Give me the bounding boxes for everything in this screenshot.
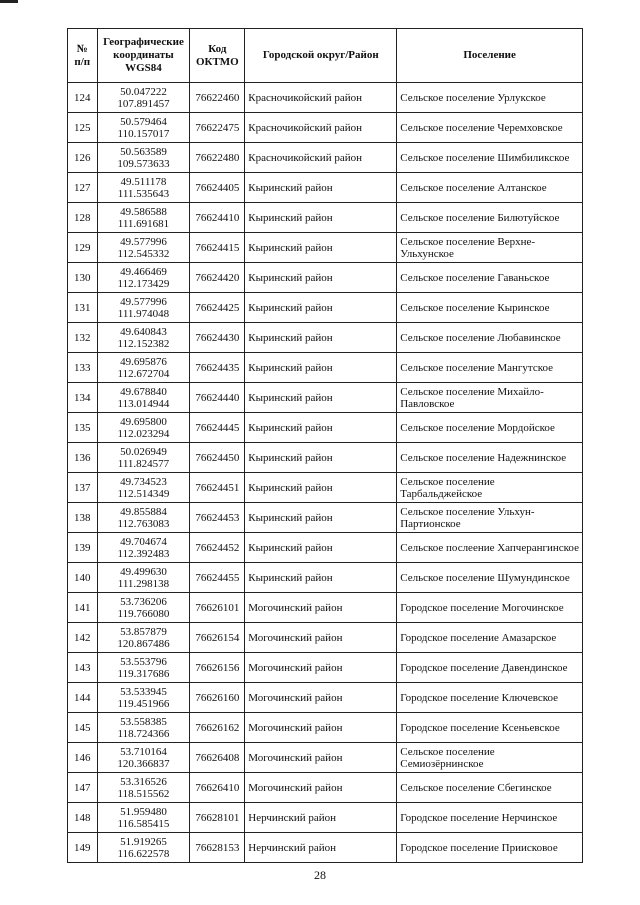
latitude: 53.857879 (120, 625, 167, 638)
row-district: Нерчинский район (245, 833, 397, 863)
longitude: 112.173429 (117, 277, 170, 290)
row-coordinates (97, 203, 190, 233)
row-settlement: Сельское поселение Любавинское (397, 323, 583, 353)
longitude: 111.974048 (117, 307, 170, 320)
row-number: 131 (68, 293, 98, 323)
row-oktmo: 76624435 (190, 353, 245, 383)
row-oktmo: 76622475 (190, 113, 245, 143)
row-oktmo: 76624405 (190, 173, 245, 203)
table-header-row (68, 29, 583, 83)
row-settlement: Сельское поселение Надежнинское (397, 443, 583, 473)
row-number: 133 (68, 353, 98, 383)
table-row (68, 533, 583, 563)
longitude: 109.573633 (117, 157, 170, 170)
row-settlement: Городское поселение Нерчинское (397, 803, 583, 833)
settlements-table (67, 28, 583, 863)
scan-corner-mark (0, 0, 18, 3)
longitude: 110.157017 (117, 127, 170, 140)
longitude: 112.023294 (117, 427, 170, 440)
row-coordinates (97, 413, 190, 443)
page-number: 28 (314, 868, 326, 882)
latitude: 49.734523 (120, 475, 167, 488)
row-number: 135 (68, 413, 98, 443)
row-oktmo: 76626101 (190, 593, 245, 623)
row-oktmo: 76624430 (190, 323, 245, 353)
row-oktmo: 76624451 (190, 473, 245, 503)
latitude: 49.640843 (120, 325, 167, 338)
row-district: Кыринский район (245, 503, 397, 533)
row-district: Могочинский район (245, 743, 397, 773)
latitude: 49.577996 (120, 295, 167, 308)
row-coordinates (97, 743, 190, 773)
longitude: 118.515562 (117, 787, 170, 800)
table-body (68, 83, 583, 863)
table-row (68, 353, 583, 383)
row-settlement: Сельское поселение Алтанское (397, 173, 583, 203)
row-coordinates (97, 563, 190, 593)
row-district: Кыринский район (245, 173, 397, 203)
table-row (68, 593, 583, 623)
longitude: 113.014944 (117, 397, 170, 410)
latitude: 50.047222 (120, 85, 167, 98)
longitude: 119.451966 (117, 697, 170, 710)
latitude: 53.736206 (120, 595, 167, 608)
table-row (68, 323, 583, 353)
latitude: 50.026949 (120, 445, 167, 458)
header-number-label: № п/п (74, 42, 91, 68)
row-oktmo: 76626410 (190, 773, 245, 803)
row-settlement: Сельское поселение Гаваньское (397, 263, 583, 293)
row-settlement: Сельское поселение Кыринское (397, 293, 583, 323)
latitude: 49.499630 (120, 565, 167, 578)
longitude: 112.763083 (117, 517, 170, 530)
row-oktmo: 76626162 (190, 713, 245, 743)
row-oktmo: 76628153 (190, 833, 245, 863)
latitude: 49.511178 (120, 175, 167, 188)
row-settlement: Городское поселение Ксеньевское (397, 713, 583, 743)
row-district: Могочинский район (245, 653, 397, 683)
row-district: Кыринский район (245, 293, 397, 323)
row-district: Кыринский район (245, 233, 397, 263)
row-coordinates (97, 593, 190, 623)
latitude: 49.695876 (120, 355, 167, 368)
row-number: 134 (68, 383, 98, 413)
longitude: 119.317686 (117, 667, 170, 680)
row-number: 126 (68, 143, 98, 173)
row-number: 147 (68, 773, 98, 803)
longitude: 112.514349 (117, 487, 170, 500)
row-coordinates (97, 623, 190, 653)
row-district: Кыринский район (245, 533, 397, 563)
table-row (68, 563, 583, 593)
row-district: Красночикойский район (245, 143, 397, 173)
longitude: 112.672704 (117, 367, 170, 380)
table-row (68, 503, 583, 533)
table-row (68, 833, 583, 863)
row-coordinates (97, 173, 190, 203)
longitude: 111.824577 (117, 457, 170, 470)
row-settlement: Сельское поселение Семиозёрнинское (397, 743, 583, 773)
row-district: Кыринский район (245, 413, 397, 443)
latitude: 53.710164 (120, 745, 167, 758)
table-row (68, 383, 583, 413)
row-district: Кыринский район (245, 203, 397, 233)
row-coordinates (97, 713, 190, 743)
row-number: 136 (68, 443, 98, 473)
row-settlement: Сельское поселение Шумундинское (397, 563, 583, 593)
table-row (68, 113, 583, 143)
table-row (68, 83, 583, 113)
table-row (68, 293, 583, 323)
row-number: 128 (68, 203, 98, 233)
row-number: 130 (68, 263, 98, 293)
latitude: 53.533945 (120, 685, 167, 698)
row-number: 141 (68, 593, 98, 623)
row-settlement: Сельское поселение Мордойское (397, 413, 583, 443)
table-row (68, 203, 583, 233)
row-settlement: Сельское поселение Билютуйское (397, 203, 583, 233)
row-settlement: Сельское поселение Верхне-Ульхунское (397, 233, 583, 263)
table-row (68, 173, 583, 203)
row-number: 145 (68, 713, 98, 743)
row-oktmo: 76624415 (190, 233, 245, 263)
row-coordinates (97, 473, 190, 503)
row-settlement: Сельское поселение Черемховское (397, 113, 583, 143)
latitude: 49.577996 (120, 235, 167, 248)
row-coordinates (97, 353, 190, 383)
row-coordinates (97, 773, 190, 803)
row-coordinates (97, 143, 190, 173)
row-oktmo: 76624440 (190, 383, 245, 413)
row-number: 148 (68, 803, 98, 833)
row-district: Кыринский район (245, 323, 397, 353)
row-settlement: Сельское поселение Михайло-Павловское (397, 383, 583, 413)
table-row (68, 713, 583, 743)
latitude: 49.678840 (120, 385, 167, 398)
row-coordinates (97, 113, 190, 143)
row-coordinates (97, 833, 190, 863)
row-district: Кыринский район (245, 353, 397, 383)
header-number (68, 29, 98, 83)
header-settlement: Поселение (397, 29, 583, 83)
row-district: Могочинский район (245, 593, 397, 623)
table-row (68, 803, 583, 833)
row-coordinates (97, 443, 190, 473)
row-settlement: Сельское поселение Сбегинское (397, 773, 583, 803)
row-district: Кыринский район (245, 473, 397, 503)
table-row (68, 473, 583, 503)
row-settlement: Сельское поселение Ульхун-Партионское (397, 503, 583, 533)
header-district: Городской округ/Район (245, 29, 397, 83)
row-coordinates (97, 323, 190, 353)
latitude: 51.919265 (120, 835, 167, 848)
longitude: 111.535643 (117, 187, 170, 200)
row-settlement: Городское поселение Ключевское (397, 683, 583, 713)
row-settlement: Городское поселение Амазарское (397, 623, 583, 653)
row-district: Кыринский район (245, 263, 397, 293)
row-coordinates (97, 653, 190, 683)
row-oktmo: 76624425 (190, 293, 245, 323)
longitude: 120.366837 (117, 757, 170, 770)
table-row (68, 683, 583, 713)
header-oktmo: Код ОКТМО (190, 29, 245, 83)
latitude: 49.855884 (120, 505, 167, 518)
row-coordinates (97, 263, 190, 293)
row-district: Кыринский район (245, 443, 397, 473)
row-settlement: Городское поселение Давендинское (397, 653, 583, 683)
latitude: 53.316526 (120, 775, 167, 788)
row-number: 144 (68, 683, 98, 713)
longitude: 111.298138 (117, 577, 170, 590)
table-row (68, 653, 583, 683)
row-coordinates (97, 683, 190, 713)
row-oktmo: 76624453 (190, 503, 245, 533)
longitude: 107.891457 (117, 97, 170, 110)
row-number: 138 (68, 503, 98, 533)
row-settlement: Городское поселение Могочинское (397, 593, 583, 623)
table-row (68, 263, 583, 293)
table-row (68, 413, 583, 443)
row-number: 125 (68, 113, 98, 143)
header-coordinates: Географические координаты WGS84 (97, 29, 190, 83)
row-district: Могочинский район (245, 683, 397, 713)
row-oktmo: 76628101 (190, 803, 245, 833)
row-number: 146 (68, 743, 98, 773)
row-coordinates (97, 503, 190, 533)
latitude: 49.704674 (120, 535, 167, 548)
row-number: 129 (68, 233, 98, 263)
table-row (68, 233, 583, 263)
row-number: 137 (68, 473, 98, 503)
latitude: 53.558385 (120, 715, 167, 728)
row-district: Нерчинский район (245, 803, 397, 833)
row-oktmo: 76626154 (190, 623, 245, 653)
latitude: 51.959480 (120, 805, 167, 818)
row-settlement: Сельское поселение Шимбиликское (397, 143, 583, 173)
latitude: 49.586588 (120, 205, 167, 218)
row-coordinates (97, 533, 190, 563)
table-row (68, 143, 583, 173)
row-district: Красночикойский район (245, 83, 397, 113)
row-oktmo: 76626156 (190, 653, 245, 683)
row-oktmo: 76624410 (190, 203, 245, 233)
row-oktmo: 76622480 (190, 143, 245, 173)
row-district: Могочинский район (245, 713, 397, 743)
row-number: 139 (68, 533, 98, 563)
row-oktmo: 76624452 (190, 533, 245, 563)
row-number: 140 (68, 563, 98, 593)
row-number: 127 (68, 173, 98, 203)
latitude: 53.553796 (120, 655, 167, 668)
row-number: 149 (68, 833, 98, 863)
longitude: 119.766080 (117, 607, 170, 620)
row-coordinates (97, 293, 190, 323)
row-oktmo: 76622460 (190, 83, 245, 113)
latitude: 50.579464 (120, 115, 167, 128)
row-settlement: Сельское поселение Мангутское (397, 353, 583, 383)
table-row (68, 773, 583, 803)
longitude: 116.622578 (117, 847, 170, 860)
row-number: 124 (68, 83, 98, 113)
row-settlement: Сельское поселение Урлукское (397, 83, 583, 113)
longitude: 112.392483 (117, 547, 170, 560)
row-number: 132 (68, 323, 98, 353)
longitude: 120.867486 (117, 637, 170, 650)
row-district: Могочинский район (245, 773, 397, 803)
row-coordinates (97, 803, 190, 833)
row-coordinates (97, 83, 190, 113)
row-district: Кыринский район (245, 563, 397, 593)
row-oktmo: 76624445 (190, 413, 245, 443)
row-settlement: Сельское поселение Тарбальджейское (397, 473, 583, 503)
longitude: 112.545332 (117, 247, 170, 260)
longitude: 118.724366 (117, 727, 170, 740)
row-settlement: Городское поселение Приисковое (397, 833, 583, 863)
row-oktmo: 76624450 (190, 443, 245, 473)
latitude: 50.563589 (120, 145, 167, 158)
row-oktmo: 76626408 (190, 743, 245, 773)
row-oktmo: 76624420 (190, 263, 245, 293)
table-row (68, 443, 583, 473)
longitude: 111.691681 (117, 217, 170, 230)
row-coordinates (97, 383, 190, 413)
latitude: 49.695800 (120, 415, 167, 428)
row-number: 142 (68, 623, 98, 653)
row-number: 143 (68, 653, 98, 683)
latitude: 49.466469 (120, 265, 167, 278)
row-oktmo: 76624455 (190, 563, 245, 593)
row-coordinates (97, 233, 190, 263)
row-district: Могочинский район (245, 623, 397, 653)
row-district: Кыринский район (245, 383, 397, 413)
longitude: 112.152382 (117, 337, 170, 350)
longitude: 116.585415 (117, 817, 170, 830)
row-district: Красночикойский район (245, 113, 397, 143)
row-oktmo: 76626160 (190, 683, 245, 713)
table-row (68, 623, 583, 653)
table-row (68, 743, 583, 773)
row-settlement: Сельское послеение Хапчерангинское (397, 533, 583, 563)
